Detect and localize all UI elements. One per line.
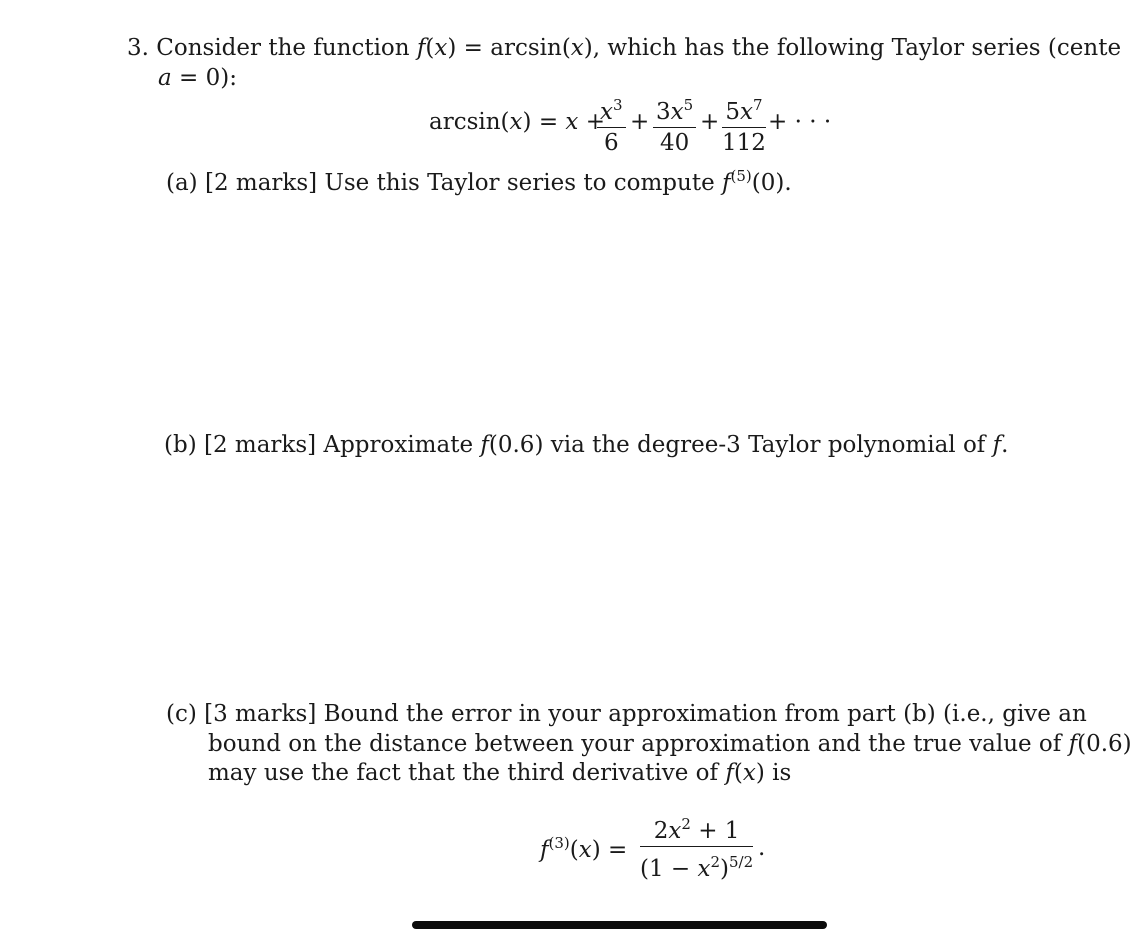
part-a-label: (a) — [166, 170, 198, 196]
part-b: (b) [2 marks] Approximate f(0.6) via the degree-3 Taylor polynomial of f. — [164, 432, 1009, 458]
part-a-marks: [2 marks] — [204, 170, 318, 196]
part-c-line-1: (c) [3 marks] Bound the error in your approximation from part (b) (i.e., give an — [166, 701, 1087, 727]
part-c-line-3: may use the fact that the third derivative of f(x) is — [208, 760, 792, 786]
series-term-3: $\frac{5x^7}{112}$ — [722, 92, 766, 156]
part-c-marks: [3 marks] — [204, 701, 317, 727]
part-c-line-2: bound on the distance between your approximation and the true value of f(0.6) — [208, 731, 1132, 757]
series-lhs: arcsin(x) = x + — [429, 109, 605, 135]
series-plus-2: + — [630, 109, 650, 135]
question-intro-line-2: a = 0): — [158, 65, 237, 91]
part-b-marks: [2 marks] — [203, 432, 317, 458]
home-indicator-bar[interactable] — [412, 921, 827, 929]
series-tail: + · · · — [768, 109, 832, 135]
formula-lhs: $f^{(3)}(x)$ = — [540, 834, 628, 863]
part-c-label: (c) — [166, 701, 197, 727]
part-a: (a) [2 marks] Use this Taylor series to compute $f^{(5)}(0)$. — [166, 167, 792, 196]
formula-fraction: $\frac{2x^2 + 1}{(1 - x^2)^{5/2}}$ — [640, 811, 753, 882]
question-intro-line-1: 3. Consider the function f(x) = arcsin(x), which has the following Taylor series (cente — [127, 35, 1122, 61]
formula-period: . — [758, 835, 766, 861]
series-term-1: $\frac{x^3}{6}$ — [597, 92, 626, 156]
series-term-2: $\frac{3x^5}{40}$ — [653, 92, 696, 156]
question-number: 3. — [127, 35, 149, 61]
part-b-label: (b) — [164, 432, 197, 458]
series-plus-3: + — [700, 109, 720, 135]
